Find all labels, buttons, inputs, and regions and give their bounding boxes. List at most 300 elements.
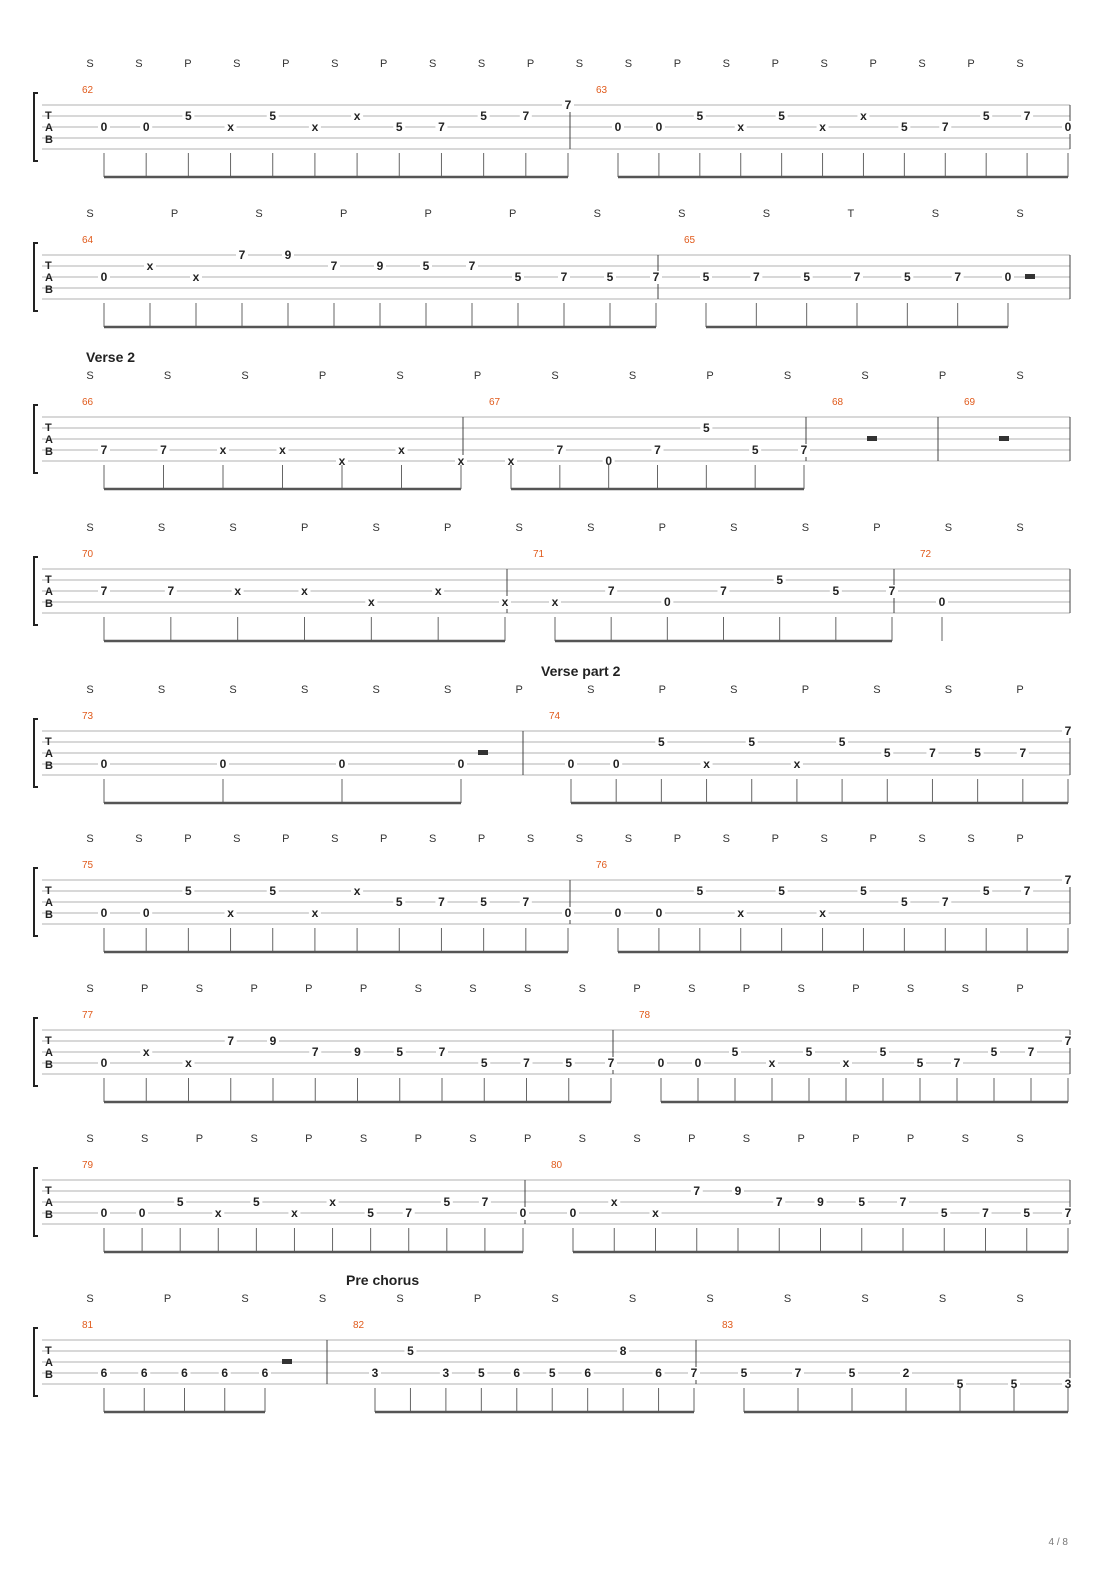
technique-mark: P: [300, 522, 309, 534]
system-bracket: [34, 243, 38, 311]
fret-number: 5: [748, 735, 756, 749]
fret-number: x: [146, 259, 154, 273]
technique-mark: S: [86, 684, 94, 696]
fret-number: x: [185, 1056, 192, 1070]
measure-number: 77: [82, 1010, 94, 1021]
technique-mark: P: [967, 58, 975, 70]
fret-number: 7: [238, 248, 246, 262]
fret-number: 7: [794, 1366, 802, 1380]
fret-number: 7: [654, 443, 661, 457]
technique-mark: S: [255, 208, 263, 220]
tab-clef-letter: T: [45, 574, 52, 586]
half-rest: [478, 750, 488, 755]
fret-number: 5: [367, 1206, 374, 1220]
fret-number: 5: [858, 1195, 866, 1209]
fret-number: 9: [284, 248, 292, 262]
technique-mark: S: [706, 1293, 714, 1305]
technique-mark: S: [515, 522, 523, 534]
technique-mark: P: [380, 833, 388, 845]
fret-number: 5: [185, 109, 192, 123]
fret-number: 7: [1064, 724, 1072, 738]
technique-mark: P: [658, 684, 666, 696]
fret-number: 0: [138, 1206, 146, 1220]
fret-number: 7: [438, 895, 445, 909]
technique-mark: S: [861, 1293, 869, 1305]
fret-number: 9: [354, 1045, 361, 1059]
technique-mark: S: [551, 1293, 559, 1305]
technique-mark: P: [1016, 684, 1024, 696]
fret-number: 7: [438, 120, 445, 134]
fret-number: 0: [100, 757, 108, 771]
fret-number: x: [353, 109, 361, 123]
fret-number: 0: [614, 906, 622, 920]
technique-mark: S: [233, 833, 241, 845]
fret-number: 5: [776, 573, 784, 587]
measure-number: 75: [82, 860, 94, 871]
fret-number: 7: [468, 259, 476, 273]
technique-mark: S: [396, 1293, 404, 1305]
technique-mark: S: [523, 983, 532, 995]
fret-number: 7: [752, 270, 760, 284]
fret-number: 7: [100, 443, 108, 457]
system-bracket: [34, 405, 38, 473]
fret-number: 5: [860, 884, 867, 898]
technique-mark: S: [587, 522, 595, 534]
fret-number: x: [507, 454, 515, 468]
technique-mark: S: [241, 1293, 249, 1305]
technique-mark: S: [873, 684, 881, 696]
technique-mark: S: [229, 684, 237, 696]
technique-mark: S: [1016, 208, 1024, 220]
fret-number: 7: [311, 1045, 319, 1059]
fret-number: 7: [560, 270, 568, 284]
technique-mark: P: [673, 58, 682, 70]
fret-number: 0: [142, 120, 150, 134]
technique-mark: S: [86, 370, 94, 382]
fret-number: 6: [584, 1366, 592, 1380]
fret-number: 5: [422, 259, 430, 273]
technique-mark: S: [477, 58, 486, 70]
fret-number: 6: [140, 1366, 148, 1380]
technique-mark: S: [730, 684, 738, 696]
tab-clef-letter: T: [45, 885, 52, 897]
technique-mark: S: [820, 58, 828, 70]
tab-clef-letter: A: [45, 1047, 53, 1059]
tab-clef-letter: B: [45, 134, 53, 146]
system-bracket: [34, 1328, 38, 1396]
technique-mark: S: [414, 983, 422, 995]
fret-number: 5: [803, 270, 811, 284]
fret-number: 5: [940, 1206, 948, 1220]
fret-number: x: [610, 1195, 618, 1209]
fret-number: 0: [100, 1056, 108, 1070]
fret-number: 9: [376, 259, 384, 273]
technique-mark: P: [869, 58, 877, 70]
fret-number: 7: [167, 584, 175, 598]
technique-mark: P: [801, 684, 810, 696]
fret-number: 5: [396, 1045, 404, 1059]
fret-number: 5: [916, 1056, 924, 1070]
tab-clef-letter: T: [45, 1035, 52, 1047]
technique-mark: P: [195, 1133, 204, 1145]
technique-mark: S: [624, 833, 633, 845]
fret-number: 5: [903, 270, 911, 284]
technique-mark: P: [1016, 833, 1024, 845]
technique-mark: S: [163, 370, 172, 382]
fret-number: x: [192, 270, 200, 284]
fret-number: 5: [480, 1056, 488, 1070]
fret-number: 7: [405, 1206, 413, 1220]
fret-number: x: [652, 1206, 659, 1220]
technique-mark: S: [157, 522, 166, 534]
fret-number: 5: [901, 895, 908, 909]
tab-clef-letter: T: [45, 260, 52, 272]
technique-mark: S: [135, 833, 143, 845]
tab-clef-letter: T: [45, 1185, 52, 1197]
measure-number: 78: [639, 1010, 651, 1021]
technique-mark: S: [742, 1133, 751, 1145]
technique-mark: S: [628, 1293, 637, 1305]
fret-number: 6: [221, 1366, 229, 1380]
half-rest: [999, 436, 1009, 441]
fret-number: 5: [395, 895, 403, 909]
fret-number: 0: [100, 120, 108, 134]
tab-clef-letter: A: [45, 897, 53, 909]
measure-number: 80: [551, 1160, 563, 1171]
technique-mark: S: [688, 983, 696, 995]
technique-mark: S: [86, 208, 94, 220]
measure-number: 76: [596, 860, 608, 871]
technique-mark: S: [628, 370, 637, 382]
fret-number: 7: [690, 1366, 698, 1380]
fret-number: x: [819, 120, 826, 134]
fret-number: 7: [941, 120, 949, 134]
tab-clef-letter: B: [45, 909, 53, 921]
system-bracket: [34, 868, 38, 936]
measure-number: 66: [82, 397, 94, 408]
technique-mark: S: [86, 58, 94, 70]
measure-number: 72: [920, 549, 932, 560]
section-title: Pre chorus: [346, 1272, 420, 1288]
fret-number: 9: [817, 1195, 824, 1209]
half-rest: [867, 436, 877, 441]
technique-mark: P: [706, 370, 714, 382]
fret-number: 7: [853, 270, 861, 284]
tab-clef-letter: A: [45, 272, 53, 284]
technique-mark: P: [673, 833, 682, 845]
measure-number: 79: [82, 1160, 94, 1171]
technique-mark: S: [820, 833, 828, 845]
fret-number: 7: [556, 443, 564, 457]
tab-clef-letter: A: [45, 1197, 53, 1209]
technique-mark: P: [477, 833, 486, 845]
system-bracket: [34, 1018, 38, 1086]
technique-mark: S: [396, 370, 404, 382]
measure-number: 83: [722, 1320, 734, 1331]
fret-number: x: [142, 1045, 150, 1059]
fret-number: x: [234, 584, 242, 598]
fret-number: 5: [269, 109, 277, 123]
technique-mark: P: [339, 208, 348, 220]
technique-mark: S: [797, 983, 805, 995]
fret-number: 7: [1064, 1034, 1072, 1048]
tab-clef-letter: A: [45, 748, 53, 760]
fret-number: x: [291, 1206, 298, 1220]
fret-number: 0: [338, 757, 346, 771]
fret-number: 7: [1023, 109, 1031, 123]
technique-mark: S: [931, 208, 940, 220]
fret-number: 5: [606, 270, 614, 284]
fret-number: 5: [548, 1366, 556, 1380]
fret-number: 0: [1004, 270, 1012, 284]
fret-number: 5: [696, 884, 704, 898]
measure-number: 70: [82, 549, 94, 560]
fret-number: 6: [513, 1366, 521, 1380]
technique-mark: S: [1016, 370, 1024, 382]
technique-mark: S: [444, 684, 452, 696]
technique-mark: S: [575, 833, 584, 845]
technique-mark: P: [906, 1133, 915, 1145]
tab-clef-letter: A: [45, 122, 53, 134]
fret-number: 9: [734, 1184, 742, 1198]
fret-number: x: [551, 595, 559, 609]
measure-number: 69: [964, 397, 976, 408]
fret-number: x: [434, 584, 442, 598]
technique-mark: S: [633, 1133, 641, 1145]
technique-mark: P: [282, 833, 290, 845]
fret-number: 7: [953, 1056, 961, 1070]
fret-number: 0: [938, 595, 946, 609]
technique-mark: P: [424, 208, 432, 220]
technique-mark: S: [944, 522, 953, 534]
page-number: 4 / 8: [1048, 1537, 1068, 1548]
fret-number: 0: [655, 906, 663, 920]
technique-mark: P: [509, 208, 517, 220]
technique-mark: S: [624, 58, 633, 70]
measure-number: 74: [549, 711, 561, 722]
technique-mark: P: [163, 1293, 172, 1305]
fret-number: 5: [696, 109, 704, 123]
fret-number: 3: [1064, 1377, 1072, 1391]
technique-mark: S: [250, 1133, 258, 1145]
fret-number: 5: [407, 1344, 414, 1358]
technique-mark: P: [688, 1133, 696, 1145]
technique-mark: S: [233, 58, 241, 70]
fret-number: 5: [702, 270, 710, 284]
technique-mark: S: [578, 983, 587, 995]
technique-mark: S: [918, 833, 926, 845]
fret-number: 5: [901, 120, 908, 134]
fret-number: 5: [253, 1195, 260, 1209]
tab-clef-letter: T: [45, 736, 52, 748]
fret-number: 5: [658, 735, 665, 749]
fret-number: 7: [523, 1056, 530, 1070]
technique-mark: S: [967, 833, 975, 845]
fret-number: x: [311, 120, 319, 134]
technique-mark: P: [852, 983, 860, 995]
fret-number: 0: [663, 595, 671, 609]
fret-number: 5: [480, 109, 487, 123]
fret-number: 7: [522, 109, 530, 123]
measure-number: 63: [596, 85, 608, 96]
fret-number: 5: [879, 1045, 887, 1059]
fret-number: x: [338, 454, 346, 468]
fret-number: 7: [1064, 1206, 1072, 1220]
technique-mark: S: [575, 58, 584, 70]
fret-number: 5: [477, 1366, 485, 1380]
technique-mark: S: [1016, 58, 1024, 70]
fret-number: x: [329, 1195, 336, 1209]
measure-number: 82: [353, 1320, 365, 1331]
fret-number: 5: [480, 895, 487, 909]
technique-mark: S: [1016, 522, 1024, 534]
technique-mark: S: [551, 370, 559, 382]
fret-number: 7: [954, 270, 962, 284]
tab-clef-letter: A: [45, 434, 53, 446]
technique-mark: P: [282, 58, 290, 70]
fret-number: 0: [612, 757, 620, 771]
technique-mark: P: [938, 370, 947, 382]
fret-number: 5: [565, 1056, 573, 1070]
technique-mark: P: [141, 983, 149, 995]
tab-clef-letter: T: [45, 422, 52, 434]
fret-number: 7: [564, 98, 572, 112]
fret-number: 0: [100, 270, 108, 284]
fret-number: 5: [805, 1045, 813, 1059]
fret-number: 0: [1064, 120, 1072, 134]
fret-number: 5: [990, 1045, 998, 1059]
fret-number: x: [279, 443, 286, 457]
technique-mark: S: [678, 208, 686, 220]
technique-mark: P: [473, 370, 482, 382]
technique-mark: S: [918, 58, 926, 70]
fret-number: 5: [982, 109, 990, 123]
fret-number: 0: [694, 1056, 702, 1070]
fret-number: 5: [883, 746, 891, 760]
technique-mark: P: [184, 58, 192, 70]
fret-number: 9: [269, 1034, 277, 1048]
fret-number: 6: [100, 1366, 108, 1380]
technique-mark: P: [873, 522, 881, 534]
technique-mark: P: [742, 983, 751, 995]
tab-clef-letter: T: [45, 110, 52, 122]
technique-mark: S: [428, 58, 437, 70]
fret-number: 0: [564, 906, 572, 920]
fret-number: 0: [614, 120, 622, 134]
technique-mark: P: [318, 370, 327, 382]
technique-mark: T: [847, 208, 855, 220]
fret-number: 0: [219, 757, 227, 771]
technique-mark: P: [359, 983, 368, 995]
technique-mark: P: [473, 1293, 482, 1305]
fret-number: x: [227, 906, 234, 920]
system-bracket: [34, 93, 38, 161]
fret-number: 7: [888, 584, 896, 598]
technique-mark: S: [469, 1133, 477, 1145]
fret-number: x: [457, 454, 465, 468]
fret-number: 7: [800, 443, 808, 457]
fret-number: 0: [100, 1206, 108, 1220]
fret-number: 0: [457, 757, 465, 771]
fret-number: x: [737, 906, 745, 920]
fret-number: 7: [720, 584, 727, 598]
fret-number: 0: [657, 1056, 665, 1070]
technique-mark: P: [771, 58, 779, 70]
technique-mark: S: [961, 983, 969, 995]
technique-mark: S: [141, 1133, 149, 1145]
technique-mark: S: [469, 983, 477, 995]
fret-number: 5: [702, 421, 710, 435]
fret-number: 7: [652, 270, 660, 284]
measure-number: 67: [489, 397, 501, 408]
fret-number: x: [214, 1206, 222, 1220]
fret-number: 7: [1019, 746, 1027, 760]
fret-number: 5: [1023, 1206, 1031, 1220]
technique-mark: P: [1016, 983, 1024, 995]
technique-mark: S: [526, 833, 535, 845]
fret-number: 7: [1064, 873, 1072, 887]
technique-mark: P: [797, 1133, 805, 1145]
fret-number: 0: [569, 1206, 577, 1220]
fret-number: 5: [1010, 1377, 1018, 1391]
technique-mark: S: [861, 370, 869, 382]
tab-clef-letter: B: [45, 1059, 53, 1071]
fret-number: 5: [974, 746, 981, 760]
fret-number: 7: [160, 443, 167, 457]
section-title: Verse part 2: [541, 663, 621, 679]
fret-number: x: [860, 109, 867, 123]
technique-mark: P: [184, 833, 192, 845]
tab-clef-letter: B: [45, 598, 53, 610]
fret-number: 5: [514, 270, 522, 284]
fret-number: 6: [655, 1366, 662, 1380]
technique-mark: S: [593, 208, 601, 220]
technique-mark: P: [380, 58, 388, 70]
measure-number: 65: [684, 235, 696, 246]
tab-clef-letter: B: [45, 760, 53, 772]
technique-mark: S: [241, 370, 249, 382]
technique-mark: S: [157, 684, 166, 696]
fret-number: 7: [481, 1195, 489, 1209]
fret-number: x: [367, 595, 375, 609]
fret-number: 2: [902, 1366, 910, 1380]
technique-mark: P: [526, 58, 535, 70]
fret-number: 7: [693, 1184, 701, 1198]
fret-number: 7: [982, 1206, 989, 1220]
tab-clef-letter: A: [45, 586, 53, 598]
fret-number: 5: [956, 1377, 964, 1391]
measure-number: 73: [82, 711, 94, 722]
fret-number: 7: [775, 1195, 783, 1209]
technique-mark: S: [783, 1293, 792, 1305]
fret-number: 5: [751, 443, 759, 457]
fret-number: 5: [176, 1195, 184, 1209]
fret-number: x: [219, 443, 227, 457]
half-rest: [1025, 274, 1035, 279]
fret-number: x: [819, 906, 826, 920]
technique-mark: S: [300, 684, 309, 696]
fret-number: 5: [832, 584, 840, 598]
technique-mark: S: [195, 983, 204, 995]
technique-mark: S: [86, 522, 94, 534]
system-bracket: [34, 557, 38, 625]
system-bracket: [34, 1168, 38, 1236]
fret-number: 5: [443, 1195, 451, 1209]
fret-number: 0: [605, 454, 613, 468]
fret-number: 0: [142, 906, 150, 920]
technique-mark: S: [229, 522, 237, 534]
fret-number: 6: [261, 1366, 269, 1380]
